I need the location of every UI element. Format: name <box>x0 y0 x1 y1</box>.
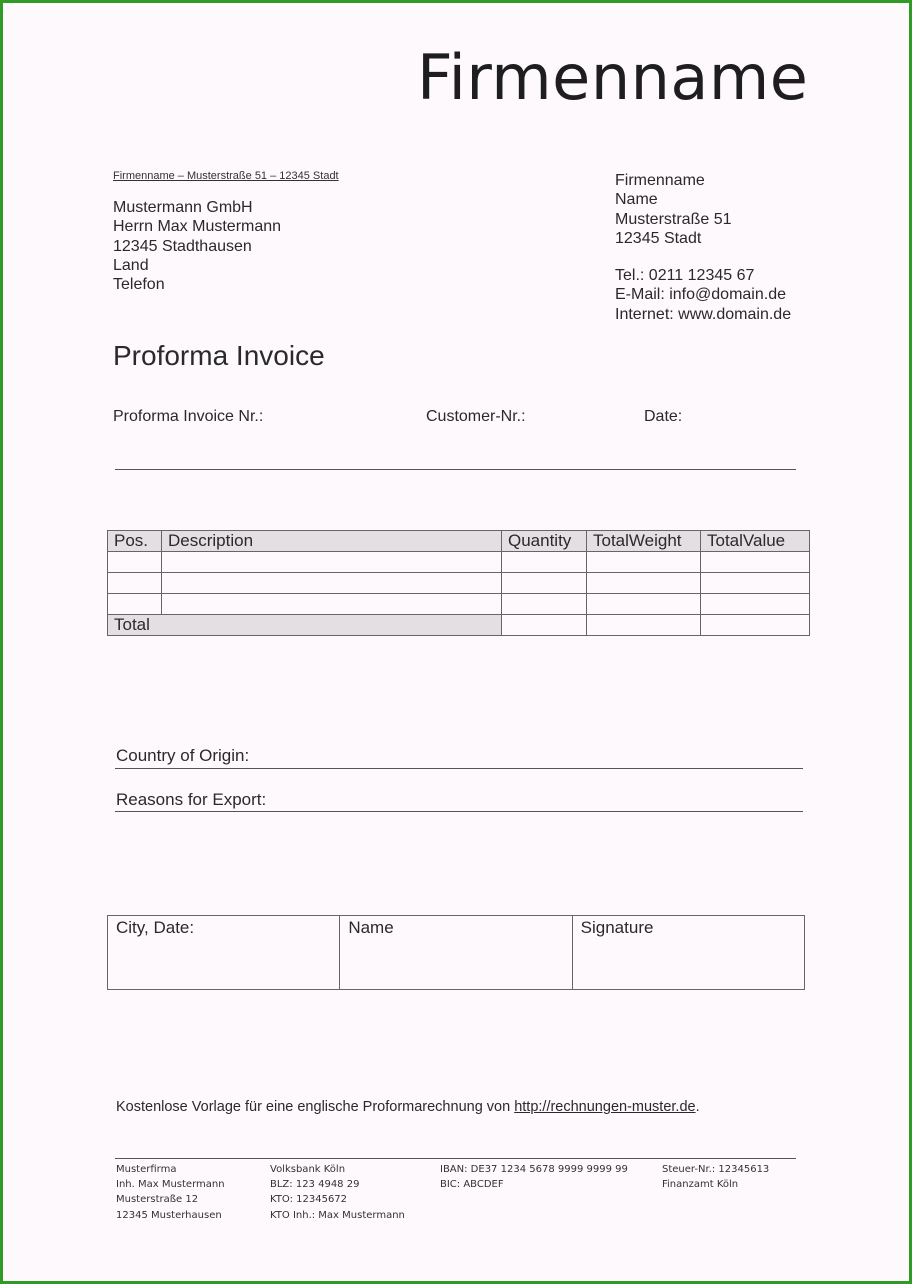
reasons-for-export-label: Reasons for Export: <box>116 790 267 809</box>
table-cell[interactable] <box>108 552 162 573</box>
table-cell[interactable] <box>587 552 701 573</box>
recipient-address <box>113 198 281 294</box>
table-cell[interactable] <box>587 573 701 594</box>
city-date-label: City, Date: <box>116 918 195 937</box>
company-email: E-Mail: info@domain.de <box>615 286 786 304</box>
footer-line: BLZ: 123 4948 29 <box>270 1179 360 1191</box>
column-header-total-value: TotalValue <box>701 531 810 552</box>
total-weight-cell[interactable] <box>587 615 701 636</box>
company-website: Internet: www.domain.de <box>615 305 792 323</box>
recipient-line: Herrn Max Mustermann <box>113 218 282 236</box>
footer-iban-column <box>440 1162 628 1192</box>
template-link[interactable]: http://rechnungen-muster.de <box>514 1099 696 1115</box>
signature-cell[interactable] <box>572 916 804 990</box>
table-cell[interactable] <box>701 552 810 573</box>
company-address-line: Firmenname <box>615 172 705 189</box>
column-header-description: Description <box>162 531 502 552</box>
column-header-pos: Pos. <box>108 531 162 552</box>
footer-line: KTO Inh.: Max Mustermann <box>270 1209 405 1221</box>
footer-company-column <box>116 1162 225 1223</box>
table-cell[interactable] <box>502 573 587 594</box>
template-note-suffix: . <box>695 1099 700 1115</box>
customer-number-label: Customer-Nr.: <box>426 408 526 425</box>
sender-return-address: Firmenname – Musterstraße 51 – 12345 Stadt <box>113 170 339 182</box>
recipient-line: Mustermann GmbH <box>113 199 253 216</box>
column-header-total-weight: TotalWeight <box>587 531 701 552</box>
name-cell[interactable] <box>340 916 572 990</box>
total-row <box>108 615 810 636</box>
footer-line: Volksbank Köln <box>270 1164 346 1175</box>
footer-line: Musterstraße 12 <box>116 1194 199 1206</box>
footer-line: Steuer-Nr.: 12345613 <box>662 1164 770 1175</box>
invoice-number-label: Proforma Invoice Nr.: <box>113 408 264 425</box>
table-cell[interactable] <box>587 594 701 615</box>
items-table-header-row <box>108 531 810 552</box>
name-label: Name <box>348 918 394 937</box>
footer-line: Musterfirma <box>116 1164 177 1175</box>
column-header-quantity: Quantity <box>502 531 587 552</box>
table-cell[interactable] <box>502 594 587 615</box>
table-cell[interactable] <box>162 594 502 615</box>
table-cell[interactable] <box>162 573 502 594</box>
date-label: Date: <box>644 408 683 425</box>
footer-line: Inh. Max Mustermann <box>116 1179 225 1191</box>
table-cell[interactable] <box>108 573 162 594</box>
footer-line: Finanzamt Köln <box>662 1179 739 1191</box>
recipient-line: Telefon <box>113 276 165 294</box>
table-row <box>108 552 810 573</box>
table-cell[interactable] <box>162 552 502 573</box>
company-address <box>615 171 731 248</box>
company-address-line: Musterstraße 51 <box>615 210 732 228</box>
recipient-line: Land <box>113 256 149 274</box>
country-of-origin-label: Country of Origin: <box>116 746 250 765</box>
city-date-cell[interactable] <box>108 916 340 990</box>
country-of-origin-line[interactable] <box>115 768 803 769</box>
company-phone: Tel.: 0211 12345 67 <box>615 267 755 284</box>
table-cell[interactable] <box>701 594 810 615</box>
meta-divider <box>115 469 796 470</box>
recipient-line: 12345 Stadthausen <box>113 237 252 255</box>
table-row <box>108 573 810 594</box>
footer-line: 12345 Musterhausen <box>116 1209 222 1221</box>
table-cell[interactable] <box>108 594 162 615</box>
template-note-text: Kostenlose Vorlage für eine englische Proformarechnung von <box>116 1099 515 1115</box>
table-row <box>108 594 810 615</box>
company-contact <box>615 266 791 324</box>
signature-row <box>108 916 805 990</box>
footer-bank-column <box>270 1162 405 1223</box>
table-cell[interactable] <box>502 552 587 573</box>
footer-line: BIC: ABCDEF <box>440 1179 504 1191</box>
footer-tax-column <box>662 1162 769 1192</box>
table-cell[interactable] <box>701 573 810 594</box>
total-value-cell[interactable] <box>701 615 810 636</box>
document-title: Proforma Invoice <box>113 340 325 371</box>
template-note <box>116 1099 700 1115</box>
total-quantity-cell[interactable] <box>502 615 587 636</box>
total-label: Total <box>108 615 502 636</box>
reasons-for-export-line[interactable] <box>115 811 803 812</box>
footer-line: KTO: 12345672 <box>270 1194 348 1206</box>
company-address-line: Name <box>615 191 658 209</box>
company-address-line: 12345 Stadt <box>615 229 702 247</box>
footer-line: IBAN: DE37 1234 5678 9999 9999 99 <box>440 1164 628 1175</box>
items-table <box>107 530 810 636</box>
signature-table <box>107 915 805 990</box>
signature-label: Signature <box>580 918 654 937</box>
company-name-heading: Firmenname <box>417 41 809 114</box>
footer-divider <box>115 1158 796 1159</box>
